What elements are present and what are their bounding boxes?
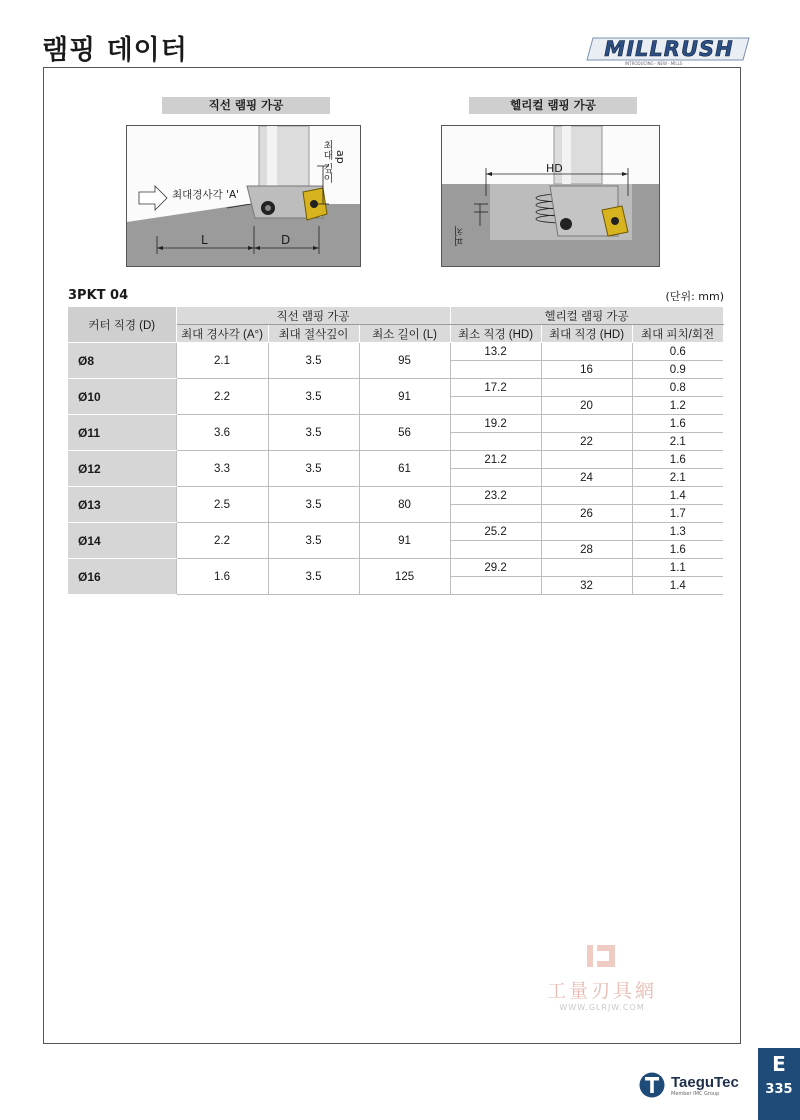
max-hd-top-empty <box>541 451 632 469</box>
cutter-dia-cell: Ø10 <box>68 379 176 415</box>
max-hd-top-empty <box>541 523 632 541</box>
dim-l-label: L <box>201 233 208 247</box>
max-depth-cell: 3.5 <box>268 559 359 595</box>
max-hd-top-empty <box>541 559 632 577</box>
watermark <box>532 942 672 1022</box>
helical-ramping-diagram <box>441 125 660 267</box>
max-angle-cell: 2.2 <box>176 523 268 559</box>
insert-code: 3PKT 04 <box>68 288 129 303</box>
cutter-dia-cell: Ø11 <box>68 415 176 451</box>
header-max-angle: 최대 경사각 (A°) <box>176 325 268 343</box>
max-hd-top-empty <box>541 487 632 505</box>
taegutec-logo <box>638 1071 739 1099</box>
page-title: 램핑 데이터 <box>42 35 188 66</box>
watermark-url: WWW.GLRJW.COM <box>559 1003 645 1012</box>
min-hd-bottom-empty <box>450 469 541 487</box>
min-length-cell: 80 <box>359 487 450 523</box>
max-depth-cell: 3.5 <box>268 487 359 523</box>
svg-text:MILLRUSH: MILLRUSH <box>604 37 734 61</box>
table-row <box>68 487 723 505</box>
min-hd-bottom-empty <box>450 505 541 523</box>
min-hd-bottom-empty <box>450 541 541 559</box>
pitch-max-cell: 0.9 <box>632 361 723 379</box>
max-hd-top-empty <box>541 379 632 397</box>
max-hd-top-empty <box>541 415 632 433</box>
pitch-max-cell: 1.2 <box>632 397 723 415</box>
max-hd-top-empty <box>541 343 632 361</box>
cutter-dia-cell: Ø13 <box>68 487 176 523</box>
hd-label: HD <box>546 162 563 175</box>
company-sub: Member IMC Group <box>671 1090 720 1097</box>
header-min-hd: 최소 직경 (HD) <box>450 325 541 343</box>
pitch-max-cell: 2.1 <box>632 433 723 451</box>
depth-symbol: ap <box>334 150 347 164</box>
pitch-max-cell: 2.1 <box>632 469 723 487</box>
max-depth-label: 최대 깊이 <box>321 140 332 184</box>
min-hd-cell: 29.2 <box>450 559 541 577</box>
cutter-dia-cell: Ø12 <box>68 451 176 487</box>
min-hd-cell: 25.2 <box>450 523 541 541</box>
cutter-dia-cell: Ø8 <box>68 343 176 379</box>
unit-label: (단위: mm) <box>665 290 724 303</box>
pitch-min-cell: 1.3 <box>632 523 723 541</box>
max-hd-cell: 20 <box>541 397 632 415</box>
min-length-cell: 56 <box>359 415 450 451</box>
pitch-label: 피치 <box>455 226 466 246</box>
section-letter: E <box>772 1052 786 1076</box>
company-name: TaeguTec <box>671 1073 739 1091</box>
min-hd-cell: 17.2 <box>450 379 541 397</box>
table-row <box>68 415 723 433</box>
min-hd-bottom-empty <box>450 433 541 451</box>
max-angle-label: 최대경사각 'A' <box>172 189 240 201</box>
header-helical-group: 헬리컬 램핑 가공 <box>450 307 723 325</box>
min-length-cell: 91 <box>359 379 450 415</box>
header-min-length: 최소 길이 (L) <box>359 325 450 343</box>
pitch-min-cell: 1.4 <box>632 487 723 505</box>
max-depth-cell: 3.5 <box>268 343 359 379</box>
max-hd-cell: 16 <box>541 361 632 379</box>
pitch-max-cell: 1.6 <box>632 541 723 559</box>
pitch-max-cell: 1.7 <box>632 505 723 523</box>
max-angle-cell: 3.6 <box>176 415 268 451</box>
table-row <box>68 379 723 397</box>
min-length-cell: 95 <box>359 343 450 379</box>
pitch-min-cell: 1.6 <box>632 415 723 433</box>
helical-ramping-caption: 헬리컬 램핑 가공 <box>469 97 637 114</box>
max-hd-cell: 22 <box>541 433 632 451</box>
min-length-cell: 125 <box>359 559 450 595</box>
max-angle-cell: 1.6 <box>176 559 268 595</box>
pitch-min-cell: 1.1 <box>632 559 723 577</box>
watermark-logo-icon <box>585 942 619 970</box>
ramping-data-table <box>68 307 724 595</box>
pitch-max-cell: 1.4 <box>632 577 723 595</box>
min-hd-cell: 21.2 <box>450 451 541 469</box>
taegutec-emblem-icon <box>638 1071 668 1099</box>
min-hd-bottom-empty <box>450 397 541 415</box>
pitch-min-cell: 1.6 <box>632 451 723 469</box>
cutter-dia-cell: Ø14 <box>68 523 176 559</box>
max-depth-cell: 3.5 <box>268 415 359 451</box>
table-row <box>68 451 723 469</box>
header-max-depth: 최대 절삭깊이 <box>268 325 359 343</box>
pitch-min-cell: 0.8 <box>632 379 723 397</box>
millrush-logo <box>585 34 751 66</box>
max-hd-cell: 28 <box>541 541 632 559</box>
max-angle-cell: 2.1 <box>176 343 268 379</box>
max-depth-cell: 3.5 <box>268 523 359 559</box>
min-length-cell: 91 <box>359 523 450 559</box>
linear-ramping-caption: 직선 램핑 가공 <box>162 97 330 114</box>
min-hd-bottom-empty <box>450 577 541 595</box>
max-depth-cell: 3.5 <box>268 379 359 415</box>
min-hd-cell: 19.2 <box>450 415 541 433</box>
header-max-hd: 최대 직경 (HD) <box>541 325 632 343</box>
watermark-chinese: 工量刃具網 <box>546 980 657 1002</box>
min-hd-cell: 13.2 <box>450 343 541 361</box>
pitch-min-cell: 0.6 <box>632 343 723 361</box>
max-hd-cell: 24 <box>541 469 632 487</box>
table-row <box>68 343 723 361</box>
min-hd-bottom-empty <box>450 361 541 379</box>
header-cutter-dia: 커터 직경 (D) <box>68 307 176 343</box>
table-row <box>68 523 723 541</box>
max-hd-cell: 32 <box>541 577 632 595</box>
section-tab <box>758 1048 800 1120</box>
max-angle-cell: 2.2 <box>176 379 268 415</box>
dim-d-label: D <box>281 233 291 247</box>
page-number: 335 <box>765 1082 793 1097</box>
svg-text:INTRODUCING · NEW · MILLS: INTRODUCING · NEW · MILLS <box>625 61 683 66</box>
header-max-pitch: 최대 피치/회전 <box>632 325 723 343</box>
max-depth-cell: 3.5 <box>268 451 359 487</box>
max-angle-cell: 3.3 <box>176 451 268 487</box>
min-hd-cell: 23.2 <box>450 487 541 505</box>
header-linear-group: 직선 램핑 가공 <box>176 307 450 325</box>
cutter-dia-cell: Ø16 <box>68 559 176 595</box>
max-angle-cell: 2.5 <box>176 487 268 523</box>
max-hd-cell: 26 <box>541 505 632 523</box>
min-length-cell: 61 <box>359 451 450 487</box>
table-row <box>68 559 723 577</box>
